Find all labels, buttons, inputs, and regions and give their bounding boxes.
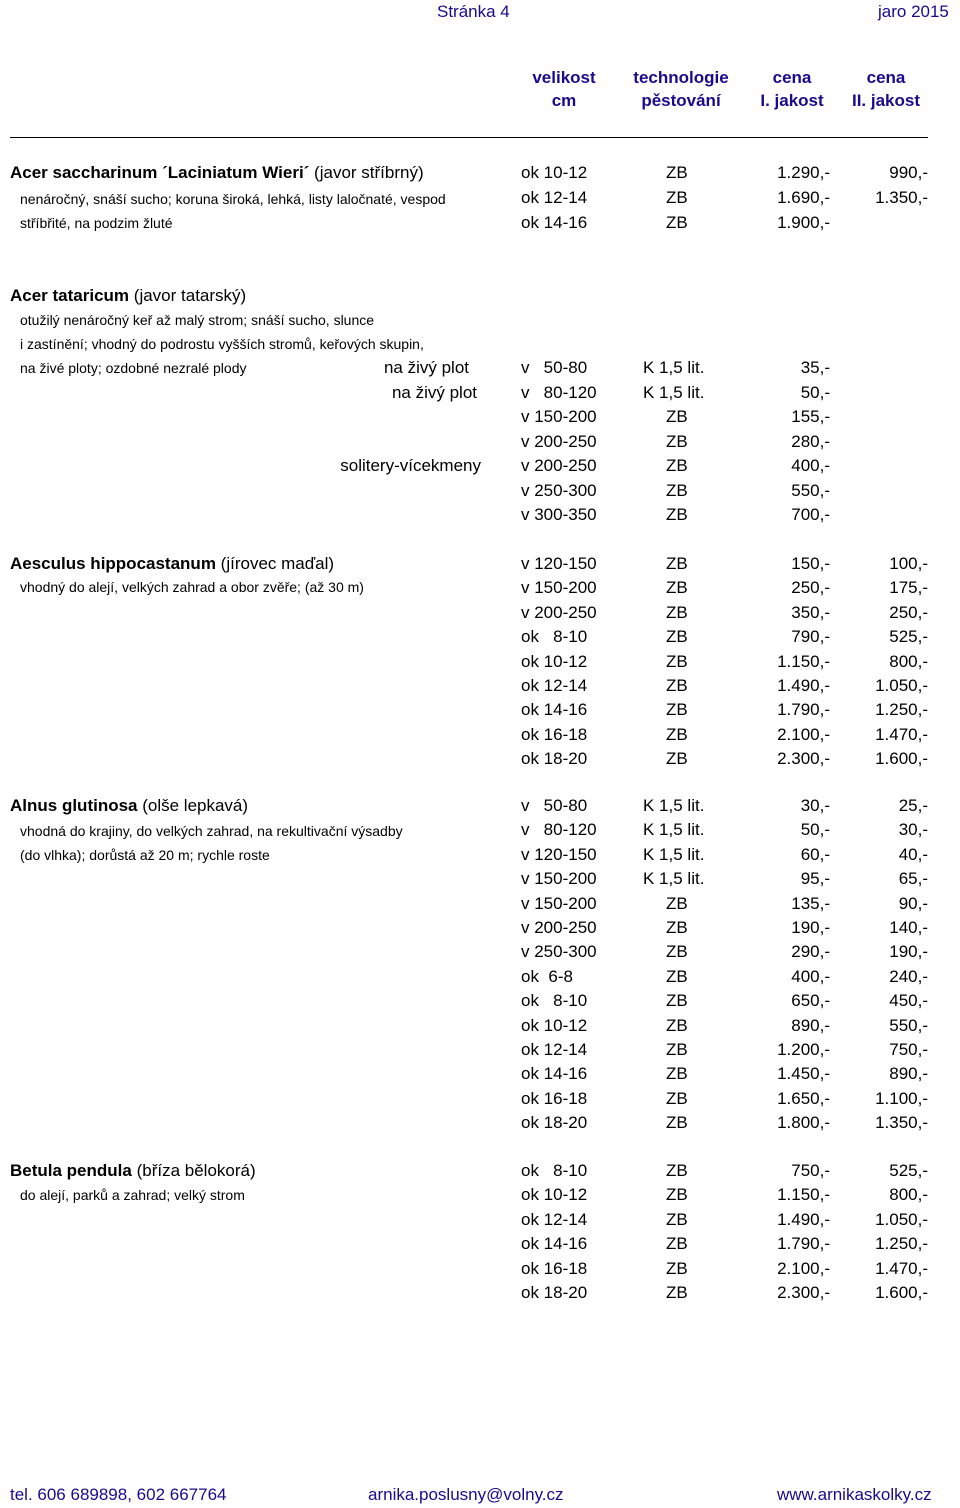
price2-cell: 800,- — [889, 1185, 928, 1204]
species-note: (do vlhka); dorůstá až 20 m; rychle roste — [20, 847, 270, 863]
species-common-name: (olše lepkavá) — [137, 796, 249, 815]
price2-cell: 1.350,- — [875, 1113, 928, 1132]
page-label: Stránka 4 — [437, 2, 510, 21]
species-note: i zastínění; vhodný do podrostu vyšších stromů, keřových skupin, — [20, 336, 424, 352]
price2-cell: 240,- — [889, 967, 928, 986]
tech-cell: ZB — [666, 554, 688, 573]
group-label: na živý plot — [391, 383, 477, 402]
species-latin-name: Aesculus hippocastanum — [10, 554, 216, 573]
size-cell: ok 12-14 — [521, 676, 588, 695]
price1-cell: 280,- — [791, 432, 830, 451]
price1-cell: 750,- — [791, 1161, 830, 1180]
tech-cell: K 1,5 lit. — [643, 358, 705, 377]
tech-cell: ZB — [666, 676, 688, 695]
header-price1 — [750, 69, 834, 109]
size-cell: ok 14-16 — [521, 1234, 588, 1253]
price1-cell: 155,- — [791, 407, 830, 426]
footer-email[interactable]: arnika.poslusny@volny.cz — [368, 1485, 564, 1504]
size-cell: ok 12-14 — [521, 188, 588, 207]
price2-cell: 140,- — [889, 918, 928, 937]
price1-cell: 1.200,- — [777, 1040, 830, 1059]
tech-cell: ZB — [666, 163, 688, 182]
price1-cell: 700,- — [791, 505, 830, 524]
price2-cell: 1.250,- — [875, 1234, 928, 1253]
tech-cell: ZB — [666, 1185, 688, 1204]
header-technology-line2: pěstování — [641, 91, 721, 110]
tech-cell: ZB — [666, 1210, 688, 1229]
tech-cell: ZB — [666, 603, 688, 622]
tech-cell: K 1,5 lit. — [643, 869, 705, 888]
price2-cell: 450,- — [889, 991, 928, 1010]
season-label: jaro 2015 — [878, 2, 949, 21]
header-technology-line1: technologie — [633, 68, 729, 87]
species-latin-name: Alnus glutinosa — [10, 796, 138, 815]
tech-cell: K 1,5 lit. — [643, 820, 705, 839]
price2-cell: 1.100,- — [875, 1089, 928, 1108]
group-label: solitery-vícekmeny — [340, 456, 481, 475]
header-size-line2: cm — [551, 91, 577, 110]
size-cell: v 150-200 — [521, 894, 597, 913]
price2-cell: 1.470,- — [875, 725, 928, 744]
size-cell: v 150-200 — [521, 578, 597, 597]
price1-cell: 35,- — [800, 358, 830, 377]
price1-cell: 790,- — [791, 627, 830, 646]
size-cell: ok 14-16 — [521, 700, 588, 719]
price2-cell: 525,- — [889, 627, 928, 646]
price1-cell: 890,- — [791, 1016, 830, 1035]
price2-cell: 1.250,- — [875, 700, 928, 719]
footer-website[interactable]: www.arnikaskolky.cz — [777, 1485, 932, 1504]
tech-cell: ZB — [666, 700, 688, 719]
price2-cell: 175,- — [889, 578, 928, 597]
price1-cell: 30,- — [800, 796, 830, 815]
tech-cell: ZB — [666, 505, 688, 524]
tech-cell: ZB — [666, 749, 688, 768]
tech-cell: ZB — [666, 1113, 688, 1132]
size-cell: v 120-150 — [521, 845, 597, 864]
size-cell: v 80-120 — [521, 383, 597, 402]
tech-cell: ZB — [666, 213, 688, 232]
size-cell: ok 18-20 — [521, 1283, 588, 1302]
price1-cell: 290,- — [791, 942, 830, 961]
header-size — [520, 69, 608, 109]
size-cell: ok 10-12 — [521, 652, 588, 671]
price2-cell: 550,- — [889, 1016, 928, 1035]
price2-cell: 25,- — [898, 796, 928, 815]
size-cell: ok 16-18 — [521, 1089, 588, 1108]
tech-cell: ZB — [666, 967, 688, 986]
tech-cell: K 1,5 lit. — [643, 845, 705, 864]
species-latin-name: Betula pendula — [10, 1161, 132, 1180]
species-common-name: (javor stříbrný) — [309, 163, 424, 182]
size-cell: v 80-120 — [521, 820, 597, 839]
price2-cell: 1.600,- — [875, 1283, 928, 1302]
size-cell: ok 10-12 — [521, 1185, 588, 1204]
size-cell: v 150-200 — [521, 869, 597, 888]
tech-cell: K 1,5 lit. — [643, 796, 705, 815]
price2-cell: 65,- — [898, 869, 928, 888]
tech-cell: K 1,5 lit. — [643, 383, 705, 402]
price1-cell: 2.300,- — [777, 1283, 830, 1302]
tech-cell: ZB — [666, 894, 688, 913]
price2-cell: 30,- — [898, 820, 928, 839]
size-cell: ok 10-12 — [521, 1016, 588, 1035]
header-price2 — [836, 69, 936, 109]
size-cell: v 200-250 — [521, 456, 597, 475]
size-cell: v 50-80 — [521, 796, 588, 815]
header-technology — [618, 69, 744, 109]
price2-cell: 100,- — [889, 554, 928, 573]
size-cell: ok 8-10 — [521, 1161, 588, 1180]
species-title — [10, 164, 424, 181]
tech-cell: ZB — [666, 1089, 688, 1108]
tech-cell: ZB — [666, 652, 688, 671]
size-cell: v 200-250 — [521, 918, 597, 937]
price1-cell: 2.100,- — [777, 725, 830, 744]
size-cell: ok 16-18 — [521, 725, 588, 744]
price1-cell: 1.790,- — [777, 700, 830, 719]
size-cell: ok 12-14 — [521, 1210, 588, 1229]
species-note: vhodná do krajiny, do velkých zahrad, na rekultivační výsadby — [20, 823, 403, 839]
species-note: do alejí, parků a zahrad; velký strom — [20, 1187, 245, 1203]
species-note: stříbřité, na podzim žluté — [20, 215, 173, 231]
tech-cell: ZB — [666, 456, 688, 475]
size-cell: v 200-250 — [521, 603, 597, 622]
price1-cell: 250,- — [791, 578, 830, 597]
price1-cell: 1.790,- — [777, 1234, 830, 1253]
tech-cell: ZB — [666, 1259, 688, 1278]
footer-phone: tel. 606 689898, 602 667764 — [10, 1485, 227, 1504]
price2-cell: 90,- — [898, 894, 928, 913]
price1-cell: 1.450,- — [777, 1064, 830, 1083]
size-cell: ok 18-20 — [521, 1113, 588, 1132]
header-divider — [10, 137, 928, 138]
species-note: nenáročný, snáší sucho; koruna široká, lehká, listy laločnaté, vespod — [20, 191, 446, 207]
price1-cell: 95,- — [800, 869, 830, 888]
size-cell: ok 12-14 — [521, 1040, 588, 1059]
size-cell: v 120-150 — [521, 554, 597, 573]
species-title — [10, 555, 334, 572]
price2-cell: 190,- — [889, 942, 928, 961]
price2-cell: 1.350,- — [875, 188, 928, 207]
size-cell: ok 14-16 — [521, 1064, 588, 1083]
price2-cell: 1.600,- — [875, 749, 928, 768]
price1-cell: 135,- — [791, 894, 830, 913]
price2-cell: 525,- — [889, 1161, 928, 1180]
price2-cell: 40,- — [898, 845, 928, 864]
price2-cell: 1.050,- — [875, 1210, 928, 1229]
tech-cell: ZB — [666, 432, 688, 451]
tech-cell: ZB — [666, 627, 688, 646]
size-cell: v 250-300 — [521, 481, 597, 500]
tech-cell: ZB — [666, 407, 688, 426]
price1-cell: 2.100,- — [777, 1259, 830, 1278]
size-cell: v 250-300 — [521, 942, 597, 961]
species-common-name: (javor tatarský) — [129, 286, 247, 305]
price1-cell: 150,- — [791, 554, 830, 573]
price1-cell: 400,- — [791, 456, 830, 475]
price1-cell: 1.150,- — [777, 652, 830, 671]
tech-cell: ZB — [666, 991, 688, 1010]
price1-cell: 1.490,- — [777, 676, 830, 695]
tech-cell: ZB — [666, 1016, 688, 1035]
size-cell: ok 8-10 — [521, 991, 588, 1010]
tech-cell: ZB — [666, 578, 688, 597]
size-cell: ok 10-12 — [521, 163, 588, 182]
species-title — [10, 1162, 256, 1179]
size-cell: ok 6-8 — [521, 967, 573, 986]
size-cell: v 300-350 — [521, 505, 597, 524]
price1-cell: 50,- — [800, 820, 830, 839]
price1-cell: 1.490,- — [777, 1210, 830, 1229]
species-latin-name: Acer tataricum — [10, 286, 130, 305]
price2-cell: 250,- — [889, 603, 928, 622]
species-latin-name: Acer saccharinum ´Laciniatum Wieri´ — [10, 163, 310, 182]
price1-cell: 60,- — [800, 845, 830, 864]
price2-cell: 890,- — [889, 1064, 928, 1083]
group-label: na živý plot — [383, 358, 469, 377]
price2-cell: 990,- — [889, 163, 928, 182]
price1-cell: 1.650,- — [777, 1089, 830, 1108]
size-cell: ok 18-20 — [521, 749, 588, 768]
species-note: otužilý nenáročný keř až malý strom; snáší sucho, slunce — [20, 312, 375, 328]
tech-cell: ZB — [666, 188, 688, 207]
size-cell: ok 16-18 — [521, 1259, 588, 1278]
price1-cell: 2.300,- — [777, 749, 830, 768]
price1-cell: 650,- — [791, 991, 830, 1010]
price1-cell: 1.150,- — [777, 1185, 830, 1204]
tech-cell: ZB — [666, 1064, 688, 1083]
size-cell: ok 8-10 — [521, 627, 588, 646]
price1-cell: 400,- — [791, 967, 830, 986]
header-price2-line1: cena — [866, 68, 906, 87]
header-price1-line2: I. jakost — [760, 91, 824, 110]
price1-cell: 1.900,- — [777, 213, 830, 232]
price1-cell: 1.290,- — [777, 163, 830, 182]
size-cell: v 50-80 — [521, 358, 588, 377]
price2-cell: 750,- — [889, 1040, 928, 1059]
price1-cell: 50,- — [800, 383, 830, 402]
price2-cell: 1.470,- — [875, 1259, 928, 1278]
species-title — [10, 287, 246, 304]
price1-cell: 1.800,- — [777, 1113, 830, 1132]
tech-cell: ZB — [666, 1040, 688, 1059]
tech-cell: ZB — [666, 725, 688, 744]
species-title — [10, 797, 248, 814]
tech-cell: ZB — [666, 1161, 688, 1180]
header-size-line1: velikost — [532, 68, 596, 87]
species-common-name: (jírovec maďal) — [215, 554, 335, 573]
price1-cell: 350,- — [791, 603, 830, 622]
tech-cell: ZB — [666, 1283, 688, 1302]
species-note: vhodný do alejí, velkých zahrad a obor zvěře; (až 30 m) — [20, 579, 364, 595]
tech-cell: ZB — [666, 481, 688, 500]
tech-cell: ZB — [666, 942, 688, 961]
size-cell: v 150-200 — [521, 407, 597, 426]
species-common-name: (bříza bělokorá) — [131, 1161, 256, 1180]
header-price1-line1: cena — [772, 68, 812, 87]
price1-cell: 190,- — [791, 918, 830, 937]
tech-cell: ZB — [666, 918, 688, 937]
tech-cell: ZB — [666, 1234, 688, 1253]
size-cell: v 200-250 — [521, 432, 597, 451]
species-note: na živé ploty; ozdobné nezralé plody — [20, 360, 247, 376]
price2-cell: 800,- — [889, 652, 928, 671]
price2-cell: 1.050,- — [875, 676, 928, 695]
price1-cell: 550,- — [791, 481, 830, 500]
price1-cell: 1.690,- — [777, 188, 830, 207]
size-cell: ok 14-16 — [521, 213, 588, 232]
header-price2-line2: II. jakost — [851, 91, 921, 110]
